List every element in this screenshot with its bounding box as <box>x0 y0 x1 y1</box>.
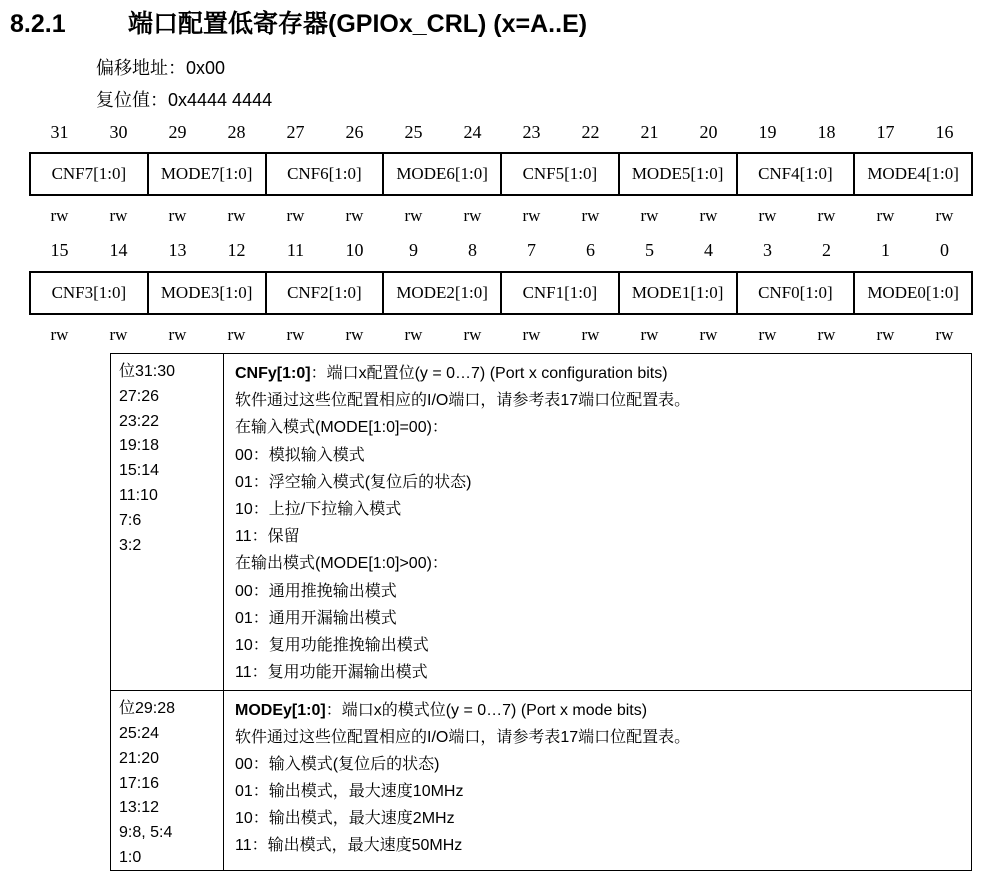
bit-number: 2 <box>822 240 831 260</box>
access-type: rw <box>758 206 777 225</box>
description-line: 在输出模式(MODE[1:0]>00)： <box>235 555 448 573</box>
register-field: MODE6[1:0] <box>382 154 500 194</box>
bit-number: 30 <box>109 122 128 142</box>
bit-range: 23:22 <box>119 412 160 430</box>
bit-range: 位29:28 <box>119 700 176 718</box>
bit-number: 29 <box>168 122 187 142</box>
description-row-mode <box>111 691 972 871</box>
bit-number: 4 <box>704 240 713 260</box>
bit-number: 24 <box>463 122 482 142</box>
bit-number: 17 <box>876 122 895 142</box>
reset-value: 复位值：0x4444 4444 <box>96 90 273 110</box>
field-summary: ：端口x的模式位(y = 0…7) (Port x mode bits) <box>325 702 648 720</box>
access-type: rw <box>109 206 128 225</box>
bit-number: 12 <box>227 240 246 260</box>
field-header <box>235 360 971 387</box>
bit-range: 19:18 <box>119 437 160 455</box>
description-line: 软件通过这些位配置相应的I/O端口，请参考表17端口位配置表。 <box>235 392 691 410</box>
access-type: rw <box>463 206 482 225</box>
bit-number: 20 <box>699 122 718 142</box>
access-row-low <box>30 325 974 345</box>
access-type: rw <box>168 206 187 225</box>
description-line: 00：通用推挽输出模式 <box>235 582 397 600</box>
bit-range-cell <box>111 354 224 691</box>
register-field: MODE7[1:0] <box>147 154 265 194</box>
register-field: MODE4[1:0] <box>853 154 971 194</box>
bit-range: 7:6 <box>119 511 142 529</box>
section-number: 8.2.1 <box>10 10 66 38</box>
bit-numbers-low <box>30 240 974 261</box>
access-type: rw <box>109 325 128 344</box>
access-type: rw <box>227 325 246 344</box>
access-type: rw <box>699 206 718 225</box>
bit-range: 25:24 <box>119 725 160 743</box>
bit-number: 31 <box>50 122 69 142</box>
access-type: rw <box>227 206 246 225</box>
bit-numbers-high <box>30 122 974 143</box>
access-type: rw <box>50 325 69 344</box>
bit-number: 18 <box>817 122 836 142</box>
description-line: 01：浮空输入模式(复位后的状态) <box>235 473 472 491</box>
description-cell <box>224 354 972 691</box>
description-line: 10：复用功能推挽输出模式 <box>235 637 429 655</box>
bit-number: 5 <box>645 240 654 260</box>
bit-range: 27:26 <box>119 387 160 405</box>
description-line: 软件通过这些位配置相应的I/O端口，请参考表17端口位配置表。 <box>235 729 691 747</box>
access-type: rw <box>935 206 954 225</box>
bit-range: 15:14 <box>119 462 160 480</box>
access-type: rw <box>345 206 364 225</box>
field-header <box>235 697 971 724</box>
description-line: 11：保留 <box>235 528 300 546</box>
bit-range: 3:2 <box>119 536 142 554</box>
register-field: MODE2[1:0] <box>382 273 500 313</box>
bit-range: 位31:30 <box>119 363 176 380</box>
bit-number: 14 <box>109 240 128 260</box>
bit-number: 19 <box>758 122 777 142</box>
bit-number: 27 <box>286 122 305 142</box>
register-field: CNF2[1:0] <box>265 273 383 313</box>
access-type: rw <box>522 325 541 344</box>
section-heading <box>10 4 587 40</box>
register-field: CNF3[1:0] <box>51 283 127 302</box>
register-field: CNF0[1:0] <box>736 273 854 313</box>
bit-range: 13:12 <box>119 799 160 817</box>
access-type: rw <box>640 325 659 344</box>
bit-number: 3 <box>763 240 772 260</box>
offset-address: 偏移地址：0x00 <box>96 58 226 78</box>
bit-description-table <box>110 353 972 871</box>
access-type: rw <box>876 325 895 344</box>
bit-number: 28 <box>227 122 246 142</box>
access-type: rw <box>758 325 777 344</box>
bit-number: 0 <box>940 240 949 260</box>
field-name: MODEy[1:0] <box>235 702 326 720</box>
access-type: rw <box>286 325 305 344</box>
access-type: rw <box>286 206 305 225</box>
register-field: CNF5[1:0] <box>500 154 618 194</box>
access-type: rw <box>404 206 423 225</box>
bit-number: 10 <box>345 240 364 260</box>
register-field: MODE1[1:0] <box>618 273 736 313</box>
bit-range: 21:20 <box>119 749 160 767</box>
bit-number: 23 <box>522 122 541 142</box>
register-fields-high <box>29 152 973 196</box>
description-line: 10：输出模式，最大速度2MHz <box>235 810 455 828</box>
bit-number: 26 <box>345 122 364 142</box>
bit-range: 11:10 <box>119 486 158 504</box>
description-line: 01：通用开漏输出模式 <box>235 609 397 627</box>
bit-number: 7 <box>527 240 536 260</box>
register-field: MODE5[1:0] <box>618 154 736 194</box>
access-type: rw <box>935 325 954 344</box>
bit-number: 13 <box>168 240 187 260</box>
access-type: rw <box>640 206 659 225</box>
section-title: 端口配置低寄存器(GPIOx_CRL) (x=A..E) <box>128 10 588 38</box>
access-type: rw <box>876 206 895 225</box>
bit-number: 6 <box>586 240 595 260</box>
field-summary: ：端口x配置位(y = 0…7) (Port x configuration bits) <box>310 365 668 382</box>
bit-number: 25 <box>404 122 423 142</box>
bit-number: 22 <box>581 122 600 142</box>
access-type: rw <box>581 206 600 225</box>
description-row-cnf <box>111 354 972 691</box>
bit-number: 8 <box>468 240 477 260</box>
bit-number: 16 <box>935 122 954 142</box>
register-field: MODE3[1:0] <box>147 273 265 313</box>
bit-range-cell <box>111 691 224 871</box>
access-type: rw <box>168 325 187 344</box>
access-type: rw <box>522 206 541 225</box>
description-line: 在输入模式(MODE[1:0]=00)： <box>235 419 448 437</box>
bit-range: 1:0 <box>119 848 142 866</box>
bit-number: 1 <box>881 240 890 260</box>
access-type: rw <box>404 325 423 344</box>
access-type: rw <box>463 325 482 344</box>
bit-range: 9:8, 5:4 <box>119 823 173 841</box>
description-line: 11：输出模式，最大速度50MHz <box>235 837 463 855</box>
description-line: 00：输入模式(复位后的状态) <box>235 756 440 774</box>
register-field: CNF7[1:0] <box>51 164 127 183</box>
access-type: rw <box>345 325 364 344</box>
bit-range: 17:16 <box>119 774 160 792</box>
access-type: rw <box>50 206 69 225</box>
description-line: 11：复用功能开漏输出模式 <box>235 664 428 682</box>
register-field: MODE0[1:0] <box>853 273 971 313</box>
description-line: 10：上拉/下拉输入模式 <box>235 501 402 519</box>
register-field: CNF6[1:0] <box>265 154 383 194</box>
bit-number: 15 <box>50 240 69 260</box>
bit-number: 9 <box>409 240 418 260</box>
access-type: rw <box>817 206 836 225</box>
access-row-high <box>30 206 974 226</box>
description-line: 01：输出模式，最大速度10MHz <box>235 783 464 801</box>
register-fields-low <box>29 271 973 315</box>
access-type: rw <box>581 325 600 344</box>
description-line: 00：模拟输入模式 <box>235 446 365 464</box>
register-field: CNF4[1:0] <box>736 154 854 194</box>
access-type: rw <box>817 325 836 344</box>
description-cell <box>224 691 972 871</box>
bit-number: 11 <box>286 240 305 260</box>
access-type: rw <box>699 325 718 344</box>
field-name: CNFy[1:0] <box>235 365 311 382</box>
register-field: CNF1[1:0] <box>500 273 618 313</box>
bit-number: 21 <box>640 122 659 142</box>
